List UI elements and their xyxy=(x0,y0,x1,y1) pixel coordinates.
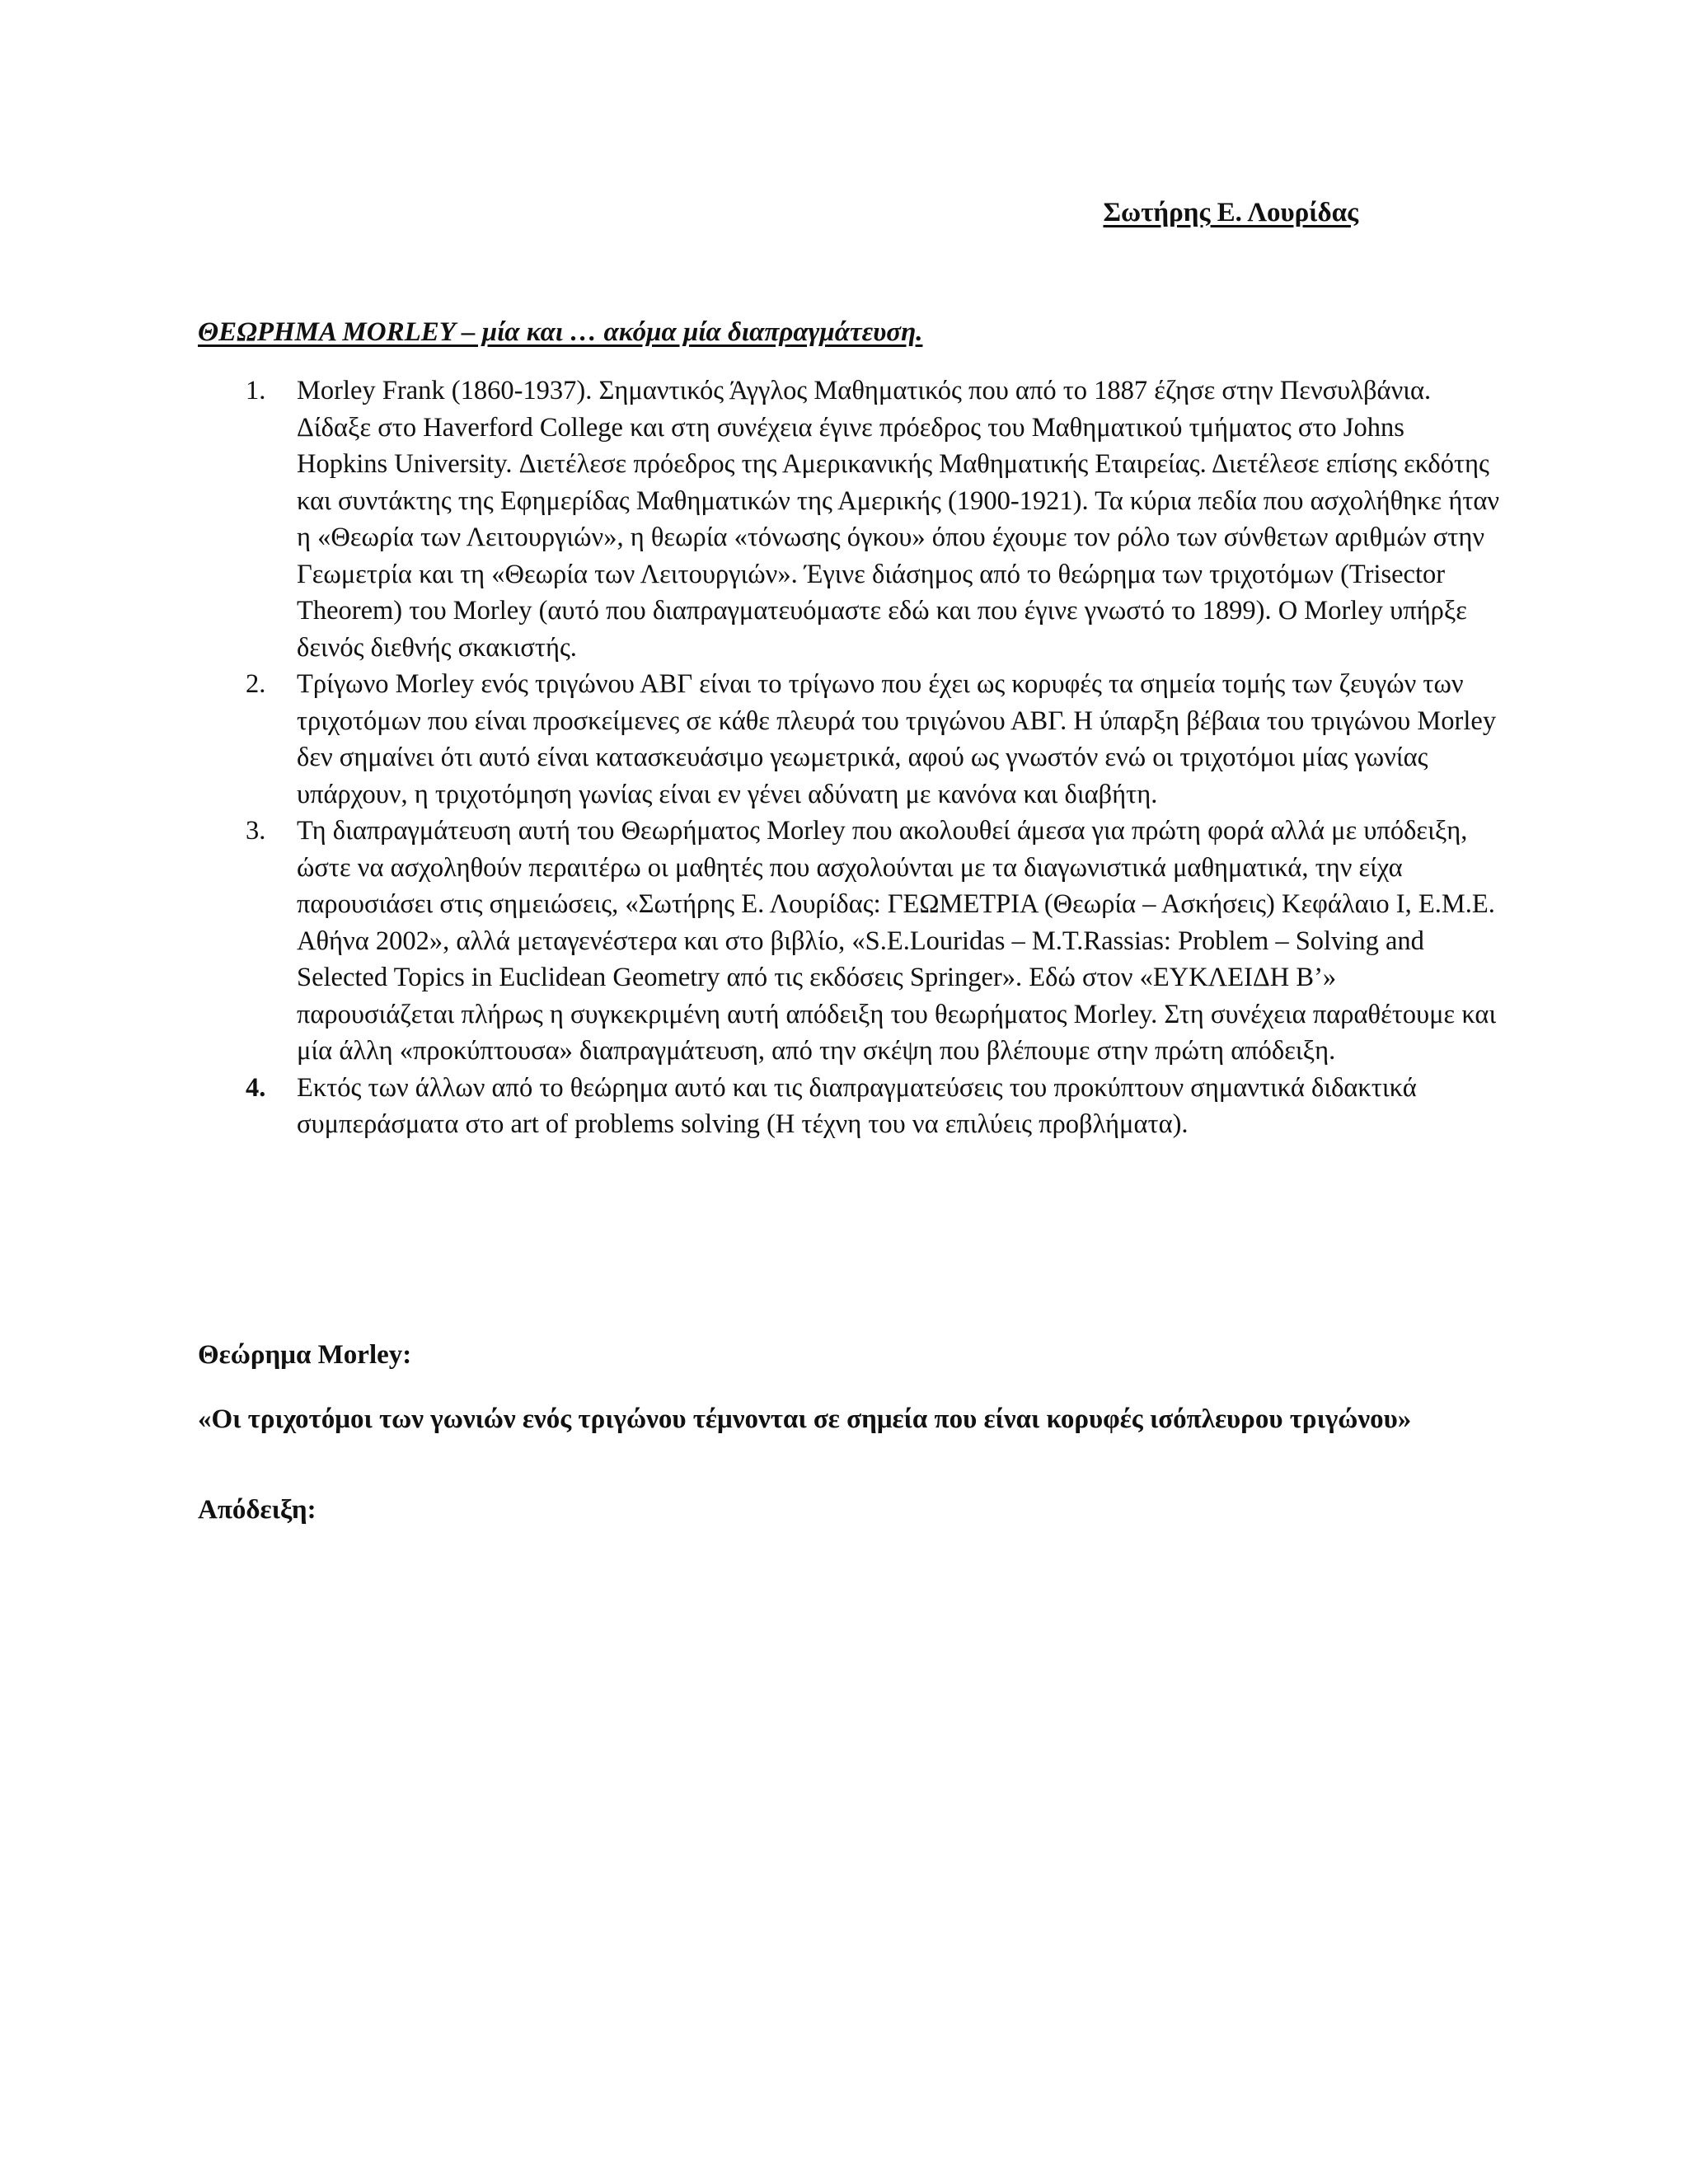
document-title: ΘΕΩΡΗΜΑ MORLEY – μία και … ακόμα μία διαπραγμάτευση. xyxy=(198,317,923,347)
list-item xyxy=(246,813,1500,1070)
list-item-text: Εκτός των άλλων από το θεώρημα αυτό και τις διαπραγματεύσεις του προκύπτουν σημαντικά διδακτικά συμπεράσματα στο art of problems solving (Η τέχνη του να επιλύεις προβλήματα). xyxy=(297,1072,1417,1139)
list-item-number: 4. xyxy=(246,1072,266,1103)
list-item-text: Morley Frank (1860-1937). Σημαντικός Άγγλος Μαθηματικός που από το 1887 έζησε στην Πενσυλβάνια. Δίδαξε στο Haverford College και στη συνέχεια έγινε πρόεδρος του Μαθηματικού τμήματος στο Johns Hopkins University. Διετέλεσε πρόεδρος της Αμερικανικής Μαθηματικής Εταιρείας. Διετέλεσε επίσης εκδότης και συντάκτης της Εφημερίδας Μαθηματικών της Αμερικής (1900-1921). Τα κύρια πεδία που ασχολήθηκε ήταν η «Θεωρία των Λειτουργιών», η θεωρία «τόνωσης όγκου» όπου έχουμε τον ρόλο των σύνθετων αριθμών στην Γεωμετρία και τη «Θεωρία των Λειτουργιών». Έγινε διάσημος από το θεώρημα των τριχοτόμων (Trisector Theorem) του Morley (αυτό που διαπραγματευόμαστε εδώ και που έγινε γνωστό το 1899). Ο Morley υπήρξε δεινός διεθνής σκακιστής. xyxy=(297,376,1500,663)
list-item-text: Τη διαπραγμάτευση αυτή του Θεωρήματος Morley που ακολουθεί άμεσα για πρώτη φορά αλλά με υπόδειξη, ώστε να ασχοληθούν περαιτέρω οι μαθητές που ασχολούνται με τα διαγωνιστικά μαθηματικά, την είχα παρουσιάσει στις σημειώσεις, «Σωτήρης Ε. Λουρίδας: ΓΕΩΜΕΤΡΙΑ (Θεωρία – Ασκήσεις) Κεφάλαιο Ι, Ε.Μ.Ε. Αθήνα 2002», αλλά μεταγενέστερα και στο βιβλίο, «S.E.Louridas – M.T.Rassias: Problem – Solving and Selected Topics in Euclidean Geometry από τις εκδόσεις Springer». Εδώ στον «ΕΥΚΛΕΙΔΗ Β’» παρουσιάζεται πλήρως η συγκεκριμένη αυτή απόδειξη του θεωρήματος Morley. Στη συνέχεια παραθέτουμε και μία άλλη «προκύπτουσα» διαπραγμάτευση, από την σκέψη που βλέπουμε στην πρώτη απόδειξη. xyxy=(297,816,1497,1066)
numbered-list xyxy=(246,373,1500,1143)
list-item xyxy=(246,373,1500,666)
proof-heading: Απόδειξη: xyxy=(198,1495,316,1525)
theorem-statement: «Οι τριχοτόμοι των γωνιών ενός τριγώνου τέμνονται σε σημεία που είναι κορυφές ισόπλευρου τριγώνου» xyxy=(198,1404,1412,1434)
list-item xyxy=(246,666,1500,813)
list-item-number: 1. xyxy=(246,376,266,405)
list-item xyxy=(246,1070,1500,1143)
list-item-text: Τρίγωνο Morley ενός τριγώνου ΑΒΓ είναι το τρίγωνο που έχει ως κορυφές τα σημεία τομής των ζευγών των τριχοτόμων που είναι προσκείμενες σε κάθε πλευρά του τριγώνου ΑΒΓ. Η ύπαρξη βέβαια του τριγώνου Morley δεν σημαίνει ότι αυτό είναι κατασκευάσιμο γεωμετρικά, αφού ως γνωστόν ενώ οι τριχοτόμοι μίας γωνίας υπάρχουν, η τριχοτόμηση γωνίας είναι εν γένει αδύνατη με κανόνα και διαβήτη. xyxy=(297,669,1497,809)
list-item-number: 3. xyxy=(246,816,266,846)
list-item-number: 2. xyxy=(246,669,266,699)
author-name: Σωτήρης Ε. Λουρίδας xyxy=(1103,198,1358,227)
theorem-heading: Θεώρημα Morley: xyxy=(198,1340,412,1370)
